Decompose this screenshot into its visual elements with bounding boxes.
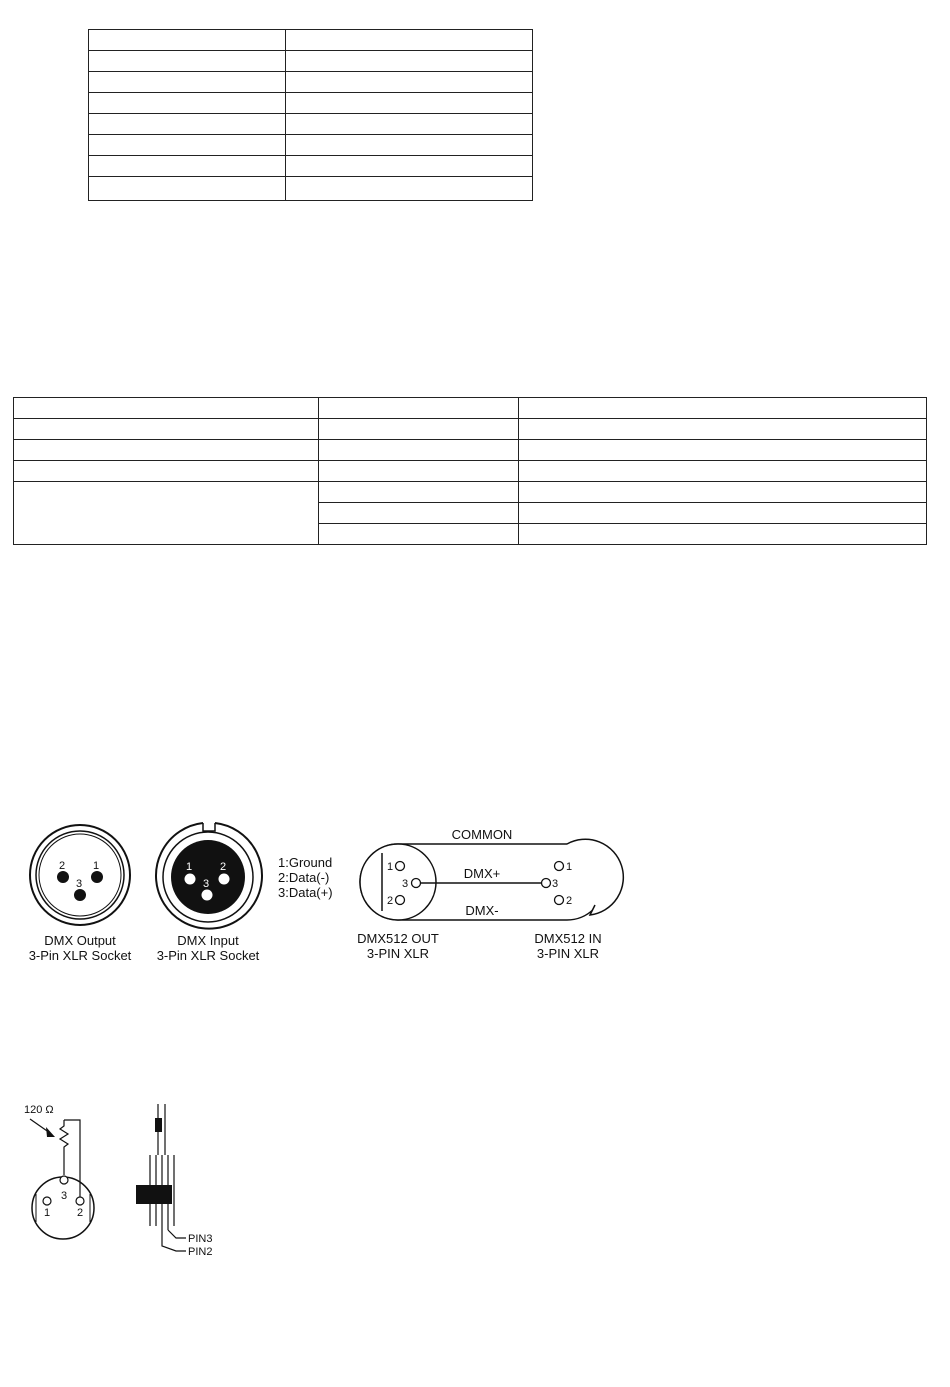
out-label-line1: DMX512 OUT bbox=[357, 931, 439, 946]
pin-label: 3 bbox=[203, 878, 210, 890]
term-pin-3: 3 bbox=[61, 1190, 68, 1202]
dmx-minus-label: DMX- bbox=[465, 903, 499, 918]
dmx-output-connector bbox=[29, 825, 132, 963]
in-pin-3: 3 bbox=[552, 878, 559, 890]
pin-label: 1 bbox=[93, 860, 100, 872]
pin-label: 2 bbox=[220, 861, 227, 873]
legend-data-plus: 3:Data(+) bbox=[278, 885, 333, 900]
term-pin-2: 2 bbox=[77, 1207, 84, 1219]
input-label-line2: 3-Pin XLR Socket bbox=[156, 948, 260, 963]
dmx-plus-label: DMX+ bbox=[463, 866, 501, 881]
in-pin-1: 1 bbox=[566, 861, 573, 873]
input-label-line1: DMX Input bbox=[177, 933, 239, 948]
pin-label: 2 bbox=[59, 860, 66, 872]
dmx-wiring-diagram bbox=[357, 827, 623, 961]
resistor-label: 120 Ω bbox=[24, 1104, 54, 1116]
in-label-line2: 3-PIN XLR bbox=[536, 946, 600, 961]
pin-3-dot bbox=[74, 889, 86, 901]
legend-data-minus: 2:Data(-) bbox=[278, 870, 330, 885]
output-label-line2: 3-Pin XLR Socket bbox=[28, 948, 132, 963]
pin-3-dot bbox=[202, 890, 213, 901]
output-label-line1: DMX Output bbox=[44, 933, 116, 948]
terminator-diagram bbox=[24, 1104, 212, 1258]
in-pin-2: 2 bbox=[566, 895, 573, 907]
pin-legend bbox=[278, 855, 333, 900]
dmx-input-connector bbox=[156, 823, 262, 963]
out-pin-2: 2 bbox=[387, 895, 394, 907]
pin-label: 3 bbox=[76, 878, 83, 890]
pin3-label: PIN3 bbox=[188, 1233, 213, 1245]
out-label-line2: 3-PIN XLR bbox=[366, 946, 430, 961]
term-pin-1: 1 bbox=[44, 1207, 51, 1219]
pin-label: 1 bbox=[186, 861, 193, 873]
pin2-label: PIN2 bbox=[188, 1246, 213, 1258]
out-pin-3: 3 bbox=[402, 878, 409, 890]
pin-1-dot bbox=[185, 874, 196, 885]
common-label: COMMON bbox=[451, 827, 513, 842]
out-pin-1: 1 bbox=[387, 861, 394, 873]
in-label-line1: DMX512 IN bbox=[534, 931, 602, 946]
pin-1-dot bbox=[91, 871, 103, 883]
pin-2-dot bbox=[57, 871, 69, 883]
legend-ground: 1:Ground bbox=[278, 855, 333, 870]
pin-2-dot bbox=[219, 874, 230, 885]
